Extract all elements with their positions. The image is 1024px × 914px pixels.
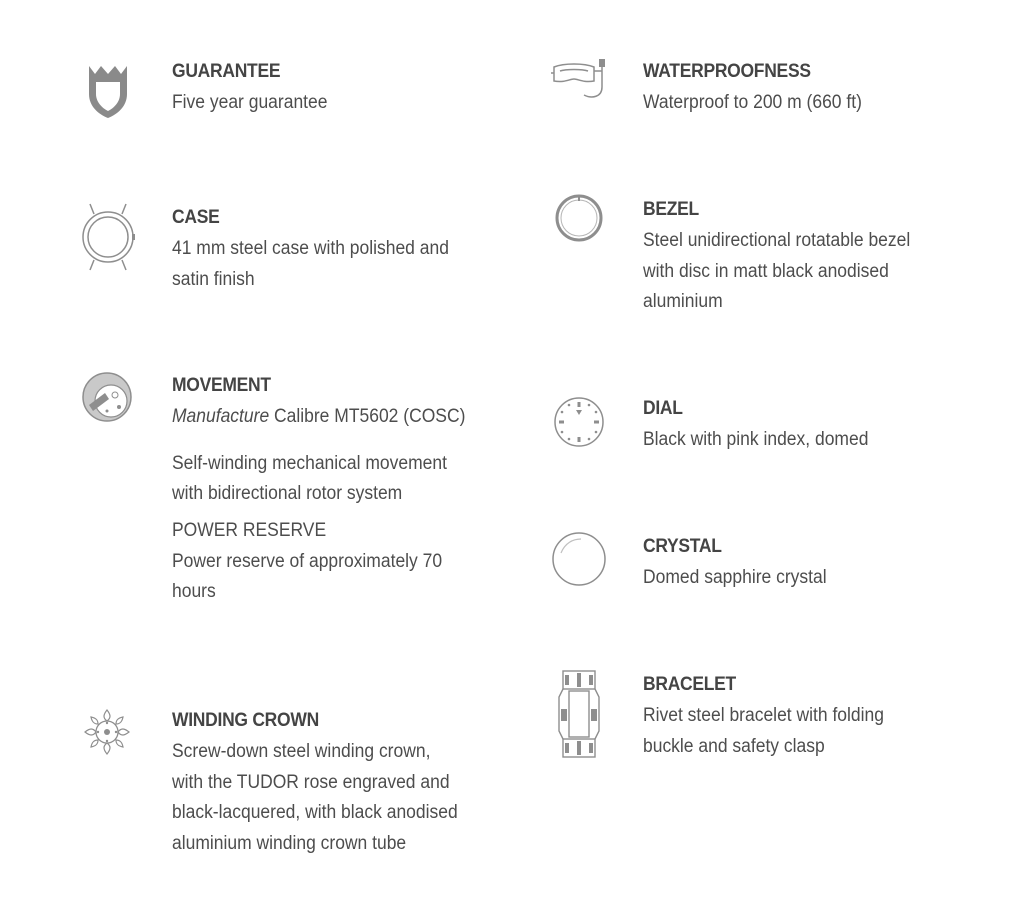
movement-description-line-1: Self-winding mechanical movement bbox=[172, 452, 447, 474]
diving-mask-icon bbox=[550, 57, 610, 103]
bracelet-title: BRACELET bbox=[643, 674, 736, 695]
crystal-icon bbox=[551, 531, 607, 587]
bracelet-line-2: buckle and safety clasp bbox=[643, 735, 825, 757]
movement-calibre-italic: Manufacture bbox=[172, 406, 270, 427]
guarantee-text: Five year guarantee bbox=[172, 92, 328, 113]
case-text-line-2: satin finish bbox=[172, 268, 255, 290]
bracelet-icon bbox=[557, 669, 601, 761]
waterproofness-title: WATERPROOFNESS bbox=[643, 61, 811, 82]
power-reserve-line-1: Power reserve of approximately 70 bbox=[172, 550, 443, 572]
winding-crown-line-2: with the TUDOR rose engraved and bbox=[172, 771, 450, 793]
dial-title: DIAL bbox=[643, 398, 683, 419]
case-text-line-1: 41 mm steel case with polished and bbox=[172, 238, 449, 259]
bracelet-line-1: Rivet steel bracelet with folding bbox=[643, 705, 884, 726]
winding-crown-title: WINDING CROWN bbox=[172, 710, 319, 731]
power-reserve-line-2: hours bbox=[172, 581, 216, 602]
waterproofness-text: Waterproof to 200 m (660 ft) bbox=[643, 92, 862, 113]
movement-calibre-rest: Calibre MT5602 (COSC) bbox=[269, 406, 466, 427]
bezel-text-line-2: with disc in matt black anodised bbox=[643, 260, 889, 282]
power-reserve-label: POWER RESERVE bbox=[172, 519, 327, 541]
bezel-title: BEZEL bbox=[643, 199, 699, 220]
shield-icon bbox=[86, 64, 130, 120]
winding-crown-line-4: aluminium winding crown tube bbox=[172, 832, 407, 854]
winding-crown-line-3: black-lacquered, with black anodised bbox=[172, 802, 458, 823]
bezel-text-line-3: aluminium bbox=[643, 291, 723, 312]
dial-icon bbox=[553, 396, 605, 448]
winding-crown-line-1: Screw-down steel winding crown, bbox=[172, 741, 431, 762]
watch-case-icon bbox=[80, 202, 136, 272]
movement-description-line-2: with bidirectional rotor system bbox=[172, 483, 403, 504]
dial-text: Black with pink index, domed bbox=[643, 429, 869, 450]
bezel-text-line-1: Steel unidirectional rotatable bezel bbox=[643, 230, 911, 251]
rose-crown-icon bbox=[81, 707, 133, 757]
guarantee-title: GUARANTEE bbox=[172, 61, 281, 82]
case-title: CASE bbox=[172, 207, 220, 228]
bezel-icon bbox=[554, 193, 604, 243]
crystal-title: CRYSTAL bbox=[643, 536, 722, 557]
movement-calibre bbox=[172, 402, 466, 433]
movement-title: MOVEMENT bbox=[172, 375, 271, 396]
crystal-text: Domed sapphire crystal bbox=[643, 567, 827, 588]
movement-icon bbox=[81, 371, 133, 423]
